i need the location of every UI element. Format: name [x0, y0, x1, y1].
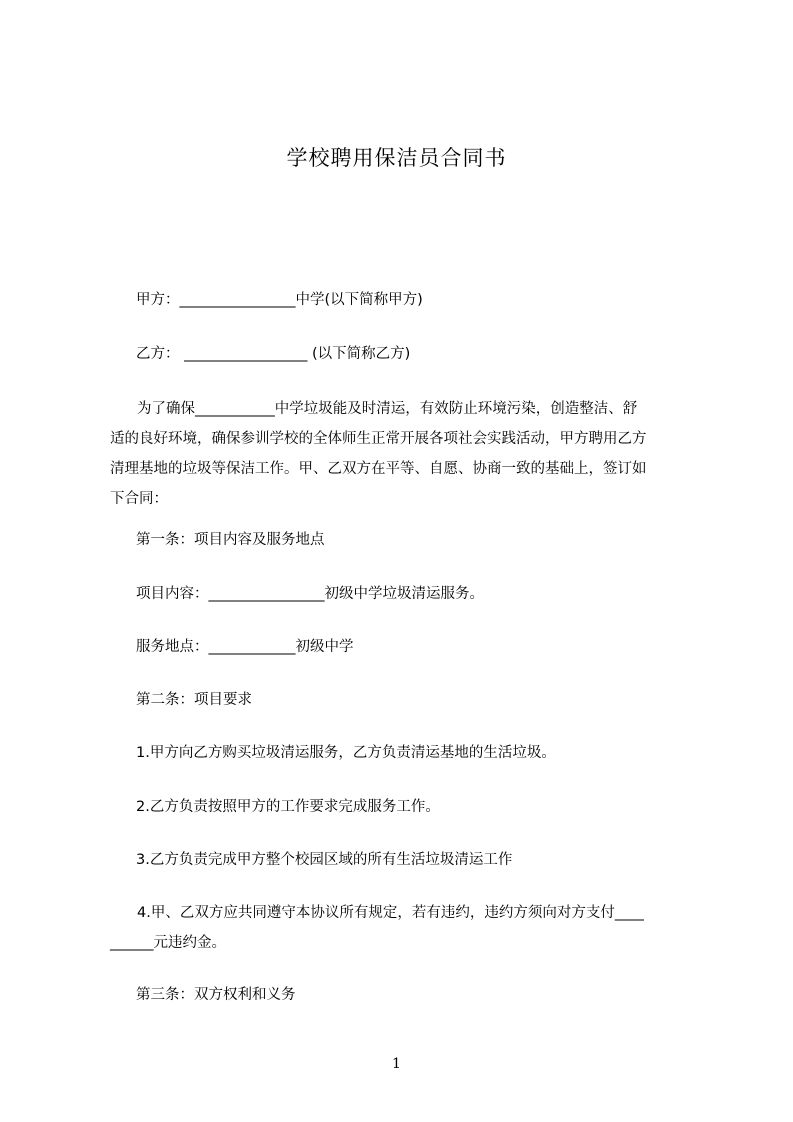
requirement-1: 1.甲方向乙方购买垃圾清运服务，乙方负责清运基地的生活垃圾。 [136, 745, 556, 761]
intro-paragraph [110, 394, 705, 514]
article-1-heading: 第一条：项目内容及服务地点 [136, 532, 325, 548]
party-b-line: 乙方： _________________ (以下简称乙方) [136, 346, 411, 362]
article-3-heading: 第三条：双方权利和义务 [136, 987, 296, 1003]
intro-line-2: 适的良好环境，确保参训学校的全体师生正常开展各项社会实践活动，甲方聘用乙方 [110, 431, 647, 447]
article-2-heading: 第二条：项目要求 [136, 692, 252, 708]
requirement-3: 3.乙方负责完成甲方整个校园区域的所有生活垃圾清运工作 [136, 852, 513, 868]
intro-line-4: 下合同： [110, 491, 168, 507]
service-location-line: 服务地点：____________初级中学 [136, 639, 354, 655]
requirement-2: 2.乙方负责按照甲方的工作要求完成服务工作。 [136, 799, 440, 815]
requirement-4 [110, 898, 705, 958]
document-title: 学校聘用保洁员合同书 [286, 146, 507, 170]
party-a-line: 甲方：________________中学(以下简称甲方) [136, 292, 423, 308]
intro-line-1: 为了确保___________中学垃圾能及时清运，有效防止环境污染，创造整洁、舒 [137, 401, 638, 417]
page-number: 1 [392, 1056, 401, 1072]
requirement-4-line-1: 4.甲、乙双方应共同遵守本协议所有规定，若有违约，违约方须向对方支付____ [137, 905, 644, 921]
project-content-line: 项目内容：________________初级中学垃圾清运服务。 [136, 586, 484, 602]
requirement-4-line-2: ______元违约金。 [110, 935, 226, 951]
intro-line-3: 清理基地的垃圾等保洁工作。甲、乙双方在平等、自愿、协商一致的基础上，签订如 [110, 461, 647, 477]
